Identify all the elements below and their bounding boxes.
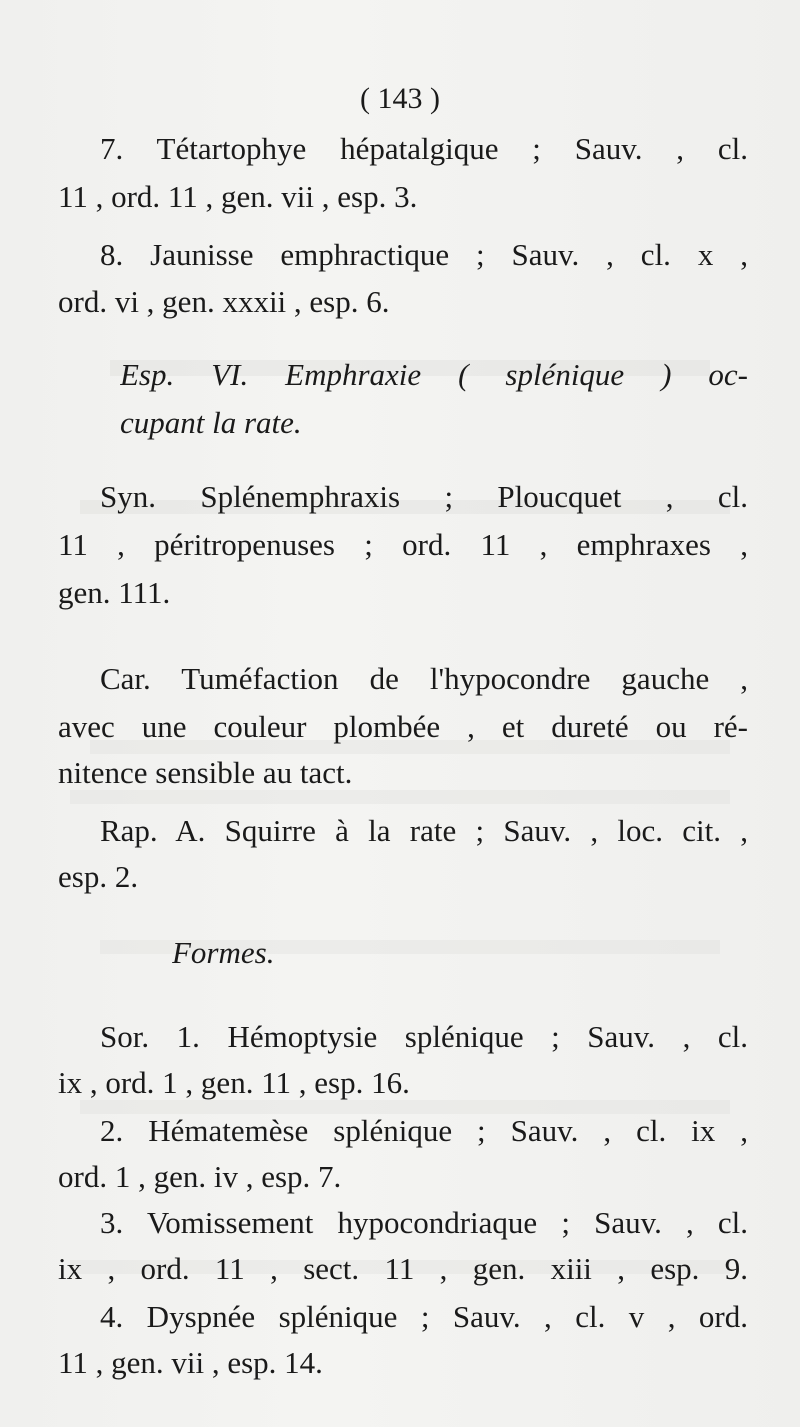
- characters-line-2: avec une couleur plombée , et dureté ou ré-: [58, 709, 748, 744]
- forms-heading: Formes.: [172, 935, 275, 970]
- species-heading-line-1: Esp. VI. Emphraxie ( splénique ) oc-: [120, 357, 748, 392]
- synonym-line-1: Syn. Splénemphraxis ; Ploucquet , cl.: [100, 479, 748, 514]
- entry-8-line-1: 8. Jaunisse emphractique ; Sauv. , cl. x ,: [100, 237, 748, 272]
- sort-2-line-1: 2. Hématemèse splénique ; Sauv. , cl. ix ,: [100, 1113, 748, 1148]
- sort-4-line-2: 11 , gen. vii , esp. 14.: [58, 1345, 323, 1380]
- characters-line-3: nitence sensible au tact.: [58, 755, 353, 790]
- sort-4-line-1: 4. Dyspnée splénique ; Sauv. , cl. v , ord.: [100, 1299, 748, 1334]
- entry-7-line-1: 7. Tétartophye hépatalgique ; Sauv. , cl.: [100, 131, 748, 166]
- characters-line-1: Car. Tuméfaction de l'hypocondre gauche ,: [100, 661, 748, 696]
- entry-7-line-2: 11 , ord. 11 , gen. vii , esp. 3.: [58, 179, 418, 214]
- sort-2-line-2: ord. 1 , gen. iv , esp. 7.: [58, 1159, 342, 1194]
- synonym-line-2: 11 , péritropenuses ; ord. 11 , emphraxes ,: [58, 527, 748, 562]
- sort-1-line-2: ix , ord. 1 , gen. 11 , esp. 16.: [58, 1065, 410, 1100]
- synonym-line-3: gen. 111.: [58, 575, 171, 610]
- entry-8-line-2: ord. vi , gen. xxxii , esp. 6.: [58, 284, 390, 319]
- relation-line-1: Rap. A. Squirre à la rate ; Sauv. , loc. cit. ,: [100, 813, 748, 848]
- page-number: ( 143 ): [360, 82, 440, 115]
- sort-3-line-2: ix , ord. 11 , sect. 11 , gen. xiii , esp. 9.: [58, 1251, 748, 1286]
- sort-1-line-1: Sor. 1. Hémoptysie splénique ; Sauv. , cl.: [100, 1019, 748, 1054]
- species-heading-line-2: cupant la rate.: [120, 405, 302, 440]
- sort-3-line-1: 3. Vomissement hypocondriaque ; Sauv. , cl.: [100, 1205, 748, 1240]
- relation-line-2: esp. 2.: [58, 859, 139, 894]
